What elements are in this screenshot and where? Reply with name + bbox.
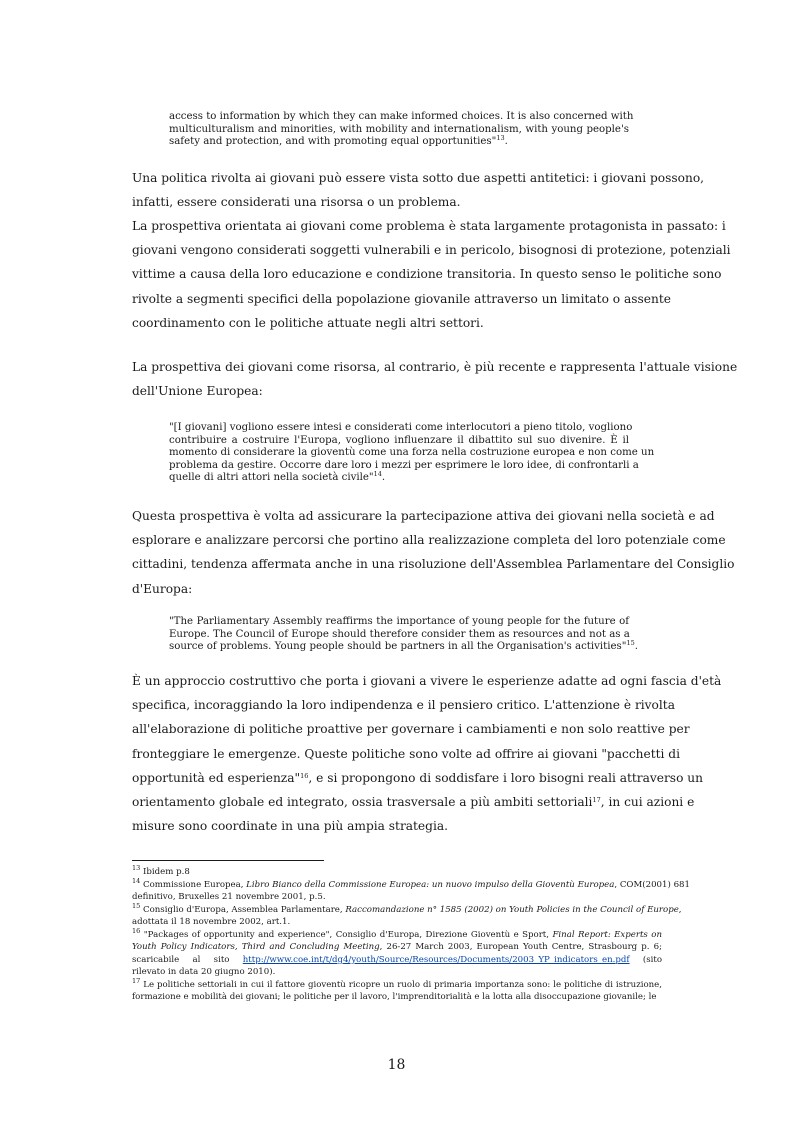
paragraph-line: , e si propongono di soddisfare i loro bisogni reali attraverso un [308, 770, 703, 785]
paragraph-line: dell'Unione Europea: [132, 384, 263, 399]
quote-line: source of problems. Young people should be partners in all the Organisation's activities" [169, 641, 627, 653]
footnote-ref-13[interactable]: 13 [496, 134, 505, 143]
footnote-16-link-line: scaricabile al sito http://www.coe.int/t/dg4/youth/Source/Resources/Documents/2003_YP_indicators_en.pdf (sito [132, 954, 663, 965]
paragraph-line: rivolte a segmenti specifici della popolazione giovanile attraverso un limitato o assente [132, 291, 671, 306]
paragraph-line: vittime a causa della loro educazione e condizione transitoria. In questo senso le politiche sono [132, 267, 722, 282]
footnote-ref-15[interactable]: 15 [626, 639, 635, 648]
paragraph-youth-as-problem [132, 214, 731, 335]
footnote-15-cont: adottata il 18 novembre 2002, art.1. [132, 917, 291, 927]
quote-line: "[I giovani] vogliono essere intesi e considerati come interlocutori a pieno titolo, vogliono [169, 422, 633, 433]
paragraph-participation [132, 504, 735, 601]
footnotes [132, 864, 690, 1004]
quote-line: momento di considerare la gioventù come una forza nella costruzione europea e non come un [169, 447, 655, 459]
footnote-16-cont: Youth Policy Indicators, Third and Concluding Meeting, 26-27 March 2003, European Youth Centre, Strasbourg p. 6; [132, 942, 662, 952]
paragraph-line: esplorare e analizzare percorsi che portino alla realizzazione completa del loro potenziale come [132, 533, 726, 548]
quote-line: contribuire a costruire l'Europa, vogliono influenzare il dibattito sul suo divenire. È il [169, 434, 629, 446]
page-number: 18 [387, 1057, 406, 1073]
paragraph-line: orientamento globale ed integrato, ossia trasversale a più ambiti settoriali [132, 795, 593, 810]
block-quote-continuation: access to information by which they can make informed choices. It is also concerned with multiculturalism and minorities, with mobility and internationalism, with young people's safety and protection, and with promoting equal opportunities"$^{13}$. [169, 111, 634, 148]
paragraph-line: opportunità ed esperienza" [132, 770, 301, 785]
quote-line: access to information by which they can make informed choices. It is also concerned with [169, 111, 634, 122]
paragraph-line: È un approccio costruttivo che porta i giovani a vivere le esperienze adatte ad ogni fascia d'età [132, 674, 722, 688]
paragraph-line: Una politica rivolta ai giovani può essere vista sotto due aspetti antitetici: i giovani possono, [132, 171, 705, 185]
paragraph-line: La prospettiva orientata ai giovani come problema è stata largamente protagonista in passato: i [132, 219, 726, 233]
paragraph-constructive-approach [132, 669, 722, 838]
paragraph-two-aspects [132, 166, 705, 214]
footnote-17: $^{17}$ Le politiche settoriali in cui il fattore gioventù ricopre un ruolo di primaria importanza sono: le politiche di istruzione, [132, 976, 662, 990]
paragraph-line: coordinamento con le politiche attuate negli altri settori. [132, 315, 484, 330]
quote-line: Europe. The Council of Europe should therefore consider them as resources and not as a [169, 628, 630, 640]
quote-line: multiculturalism and minorities, with mobility and internationalism, with young people's [169, 123, 629, 135]
paragraph-line: infatti, essere considerati una risorsa o un problema. [132, 195, 461, 210]
paragraph-line: Questa prospettiva è volta ad assicurare la partecipazione attiva dei giovani nella società e ad [132, 509, 715, 523]
footnote-ref-14[interactable]: 14 [373, 470, 382, 479]
paragraph-line: misure sono coordinate in una più ampia strategia. [132, 819, 448, 834]
paragraph-line: , in cui azioni e [600, 795, 695, 810]
source-link[interactable]: http://www.coe.int/t/dg4/youth/Source/Resources/Documents/2003_YP_indicators_en.pdf [242, 954, 630, 965]
footnote-ref-17[interactable]: 17 [592, 796, 601, 805]
paragraph-line: all'elaborazione di politiche proattive per governare i cambiamenti e non solo reattive per [132, 722, 690, 737]
footnote-17-cont: formazione e mobilità dei giovani; le politiche per il lavoro, l'imprenditorialità e la lotta alla disoccupazione giovanile; le [132, 992, 657, 1002]
quote-line: safety and protection, and with promoting equal opportunities" [169, 136, 497, 148]
footnote-14: $^{14}$ Commissione Europea, Libro Bianco della Commissione Europea: un nuovo impulso della Gioventù Europea, COM(2001) 681 [132, 876, 690, 890]
block-quote-libro-bianco: "[I giovani] vogliono essere intesi e considerati come interlocutori a pieno titolo, vogliono contribuire a costruire l'Europa, vogliono influenzare il dibattito sul suo divenire. È il momento di considerare la gioventù come una forza nella costruzione europea e non come un problema da gestire. Occorre dare loro i mezzi per esprimere le loro idee, di confrontarli a quelle di altri attori nella società civile"$^{14}$. [169, 422, 655, 484]
paragraph-line: giovani vengono considerati soggetti vulnerabili e in pericolo, bisognosi di protezione, potenziali [132, 243, 731, 258]
footnote-16-cont: rilevato in data 20 giugno 2010). [132, 967, 276, 977]
footnote-ref-16[interactable]: 16 [300, 771, 309, 780]
footnote-13: $^{13}$ Ibidem p.8 [132, 864, 190, 877]
quote-line: problema da gestire. Occorre dare loro i mezzi per esprimere le loro idee, di confrontarli a [169, 459, 639, 471]
footnote-14-cont: definitivo, Bruxelles 21 novembre 2001, p.5. [132, 892, 326, 902]
footnote-16: $^{16}$ "Packages of opportunity and experience", Consiglio d'Europa, Direzione Gioventù e Sport, Final Report: Experts on [132, 926, 662, 940]
quote-line: quelle di altri attori nella società civile" [169, 472, 374, 484]
paragraph-line: d'Europa: [132, 581, 193, 596]
paragraph-line: specifica, incoraggiando la loro indipendenza e il pensiero critico. L'attenzione è rivolta [132, 698, 675, 713]
block-quote-parliamentary-assembly: "The Parliamentary Assembly reaffirms the importance of young people for the future of Europe. The Council of Europe should therefore consider them as resources and not as a source of problems. Young people should be partners in all the Organisation's activities"$^{15}$. [169, 616, 638, 653]
quote-line: "The Parliamentary Assembly reaffirms the importance of young people for the future of [169, 616, 629, 627]
paragraph-youth-as-resource [132, 355, 738, 403]
paragraph-line: fronteggiare le emergenze. Queste politiche sono volte ad offrire ai giovani "pacchetti di [132, 746, 680, 761]
footnote-15: $^{15}$ Consiglio d'Europa, Assemblea Parlamentare, Raccomandazione n° 1585 (2002) on Youth Policies in the Council of Europe, [132, 901, 682, 915]
footnote-separator [132, 860, 324, 861]
paragraph-line: La prospettiva dei giovani come risorsa, al contrario, è più recente e rappresenta l'attuale visione [132, 360, 738, 374]
paragraph-line: cittadini, tendenza affermata anche in una risoluzione dell'Assemblea Parlamentare del Consiglio [132, 557, 735, 572]
